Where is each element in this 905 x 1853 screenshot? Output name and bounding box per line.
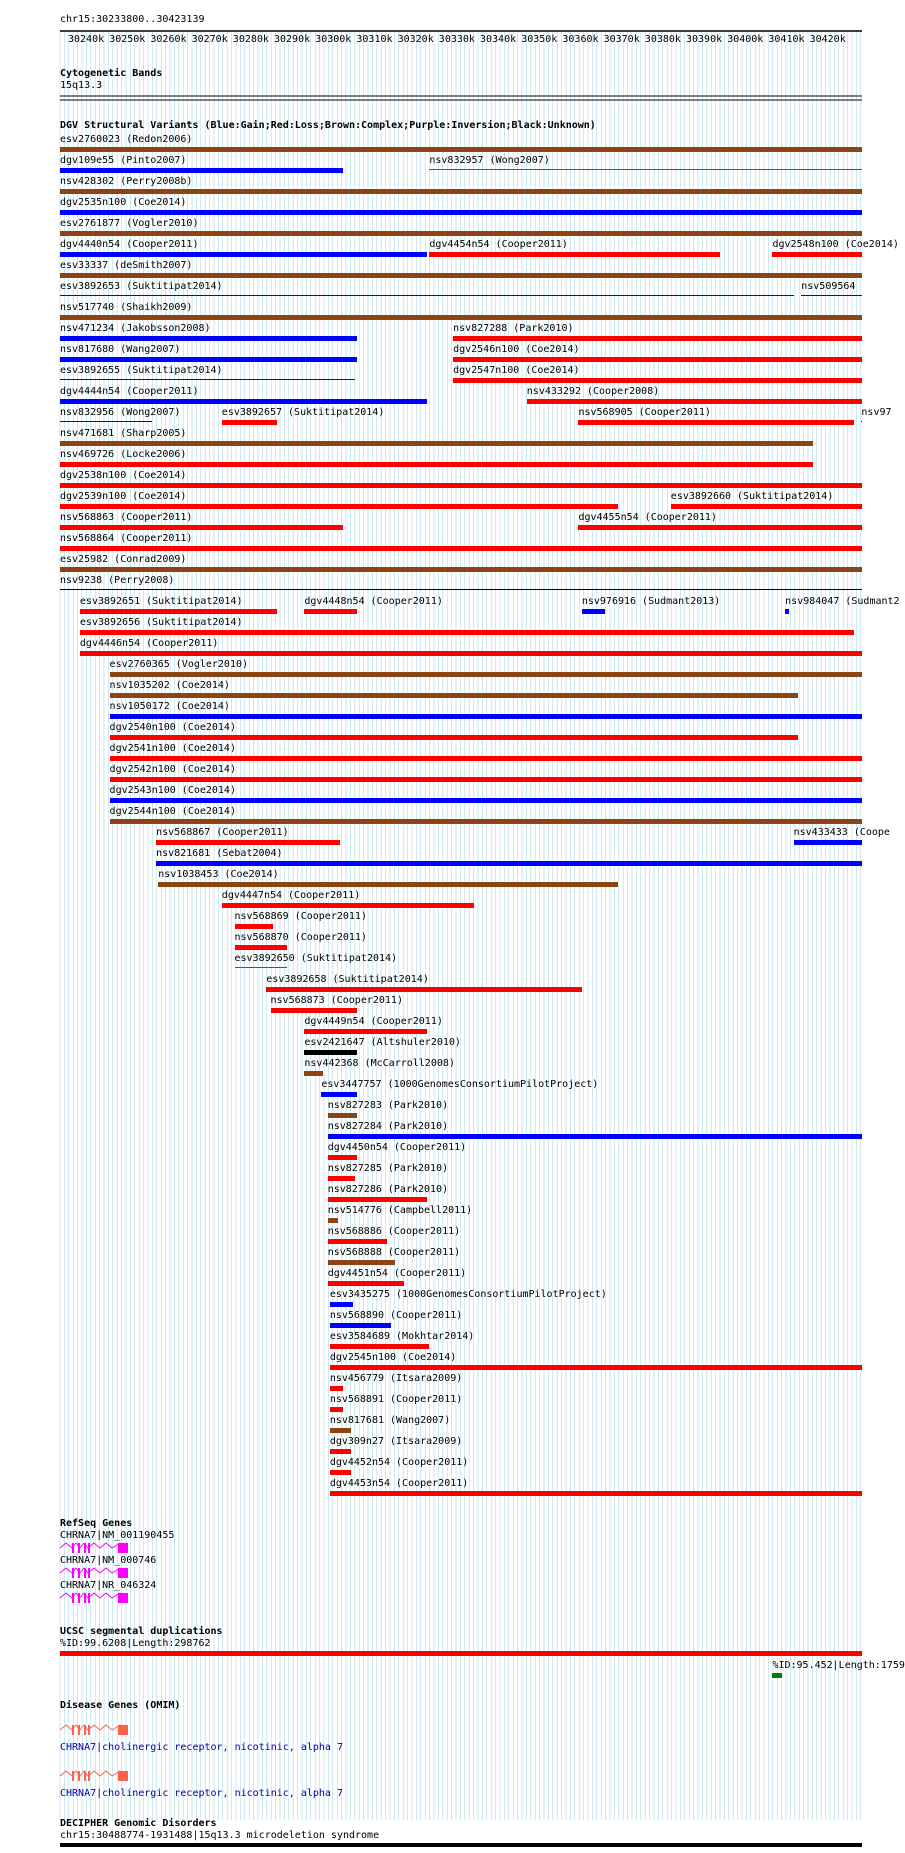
variant-bar[interactable] — [235, 945, 288, 950]
variant-bar[interactable] — [80, 609, 277, 614]
variant-label[interactable]: nsv442368 (McCarroll2008) — [304, 1058, 455, 1069]
variant-label[interactable]: nsv568869 (Cooper2011) — [234, 911, 367, 922]
variant-bar[interactable] — [527, 399, 862, 404]
variant-bar[interactable] — [772, 252, 862, 257]
variant-bar[interactable] — [60, 546, 862, 551]
variant-label[interactable]: nsv97 — [861, 407, 892, 418]
ruler-tick-label: 30380k — [644, 34, 681, 45]
variant-bar[interactable] — [271, 1008, 358, 1013]
variant-bar[interactable] — [330, 1386, 343, 1391]
variant-bar[interactable] — [60, 399, 427, 404]
variant-label[interactable]: dgv2548n100 (Coe2014) — [772, 239, 899, 250]
variant-bar[interactable] — [429, 252, 719, 257]
variant-label[interactable]: dgv4453n54 (Cooper2011) — [329, 1478, 469, 1489]
variant-bar[interactable] — [60, 462, 813, 467]
omim-track-title: Disease Genes (OMIM) — [60, 1700, 181, 1711]
variant-bar[interactable] — [235, 924, 273, 929]
variant-label[interactable]: nsv471681 (Sharp2005) — [60, 428, 187, 439]
variant-label[interactable]: nsv817680 (Wang2007) — [60, 344, 181, 355]
ruler-tick-label: 30260k — [150, 34, 187, 45]
variant-label[interactable]: nsv827285 (Park2010) — [327, 1163, 449, 1174]
variant-label[interactable]: esv3892660 (Suktitipat2014) — [670, 491, 834, 502]
variant-bar[interactable] — [110, 693, 798, 698]
variant-label[interactable]: dgv2535n100 (Coe2014) — [60, 197, 187, 208]
variant-bar[interactable] — [110, 672, 862, 677]
variant-label[interactable]: nsv9238 (Perry2008) — [60, 575, 175, 586]
variant-bar[interactable] — [60, 295, 794, 296]
ruler-tick-label: 30330k — [438, 34, 475, 45]
variant-label[interactable]: dgv4451n54 (Cooper2011) — [327, 1268, 467, 1279]
ruler-tick-label: 30410k — [768, 34, 805, 45]
variant-label[interactable]: nsv568890 (Cooper2011) — [329, 1310, 463, 1321]
variant-bar[interactable] — [60, 231, 862, 236]
refseq-gene-label[interactable]: CHRNA7|NR_046324 — [60, 1580, 157, 1591]
variant-bar[interactable] — [60, 483, 862, 488]
variant-label[interactable]: nsv827283 (Park2010) — [327, 1100, 449, 1111]
variant-label[interactable]: nsv568905 (Cooper2011) — [578, 407, 711, 418]
variant-bar[interactable] — [328, 1134, 862, 1139]
ruler-tick-label: 30270k — [191, 34, 228, 45]
variant-bar[interactable] — [304, 1029, 427, 1034]
variant-bar[interactable] — [110, 735, 798, 740]
variant-label[interactable]: dgv4452n54 (Cooper2011) — [329, 1457, 469, 1468]
variant-label[interactable]: dgv4455n54 (Cooper2011) — [578, 512, 717, 523]
variant-label[interactable]: dgv4454n54 (Cooper2011) — [429, 239, 568, 250]
ruler-tick-label: 30290k — [274, 34, 311, 45]
variant-bar[interactable] — [304, 1071, 323, 1076]
refseq-gene-label[interactable]: CHRNA7|NM_000746 — [60, 1555, 157, 1566]
variant-label[interactable]: nsv456779 (Itsara2009) — [329, 1373, 463, 1384]
ruler-tick-label: 30370k — [603, 34, 640, 45]
ruler-tick-label: 30280k — [232, 34, 269, 45]
variant-label[interactable]: nsv509564 — [801, 281, 856, 292]
variant-bar[interactable] — [328, 1155, 358, 1160]
variant-label[interactable]: nsv1038453 (Coe2014) — [158, 869, 279, 880]
variant-label[interactable]: nsv832956 (Wong2007) — [60, 407, 181, 418]
variant-label[interactable]: esv2760365 (Vogler2010) — [109, 659, 249, 670]
omim-gene-glyph[interactable] — [60, 1770, 140, 1782]
ruler-tick-label: 30350k — [521, 34, 558, 45]
variant-bar[interactable] — [60, 589, 862, 590]
variant-bar[interactable] — [330, 1323, 391, 1328]
variant-label[interactable]: esv2761877 (Vogler2010) — [60, 218, 199, 229]
variant-label[interactable]: nsv433292 (Cooper2008) — [526, 386, 660, 397]
variant-bar[interactable] — [861, 421, 862, 422]
variant-label[interactable]: esv3892656 (Suktitipat2014) — [79, 617, 243, 628]
variant-bar[interactable] — [80, 651, 862, 656]
variant-label[interactable]: esv3892650 (Suktitipat2014) — [234, 953, 398, 964]
variant-label[interactable]: esv3892653 (Suktitipat2014) — [60, 281, 223, 292]
variant-label[interactable]: dgv2545n100 (Coe2014) — [329, 1352, 457, 1363]
variant-bar[interactable] — [429, 169, 862, 170]
variant-label[interactable]: dgv2543n100 (Coe2014) — [109, 785, 236, 796]
variant-bar[interactable] — [328, 1113, 358, 1118]
ruler-tick-label: 30310k — [356, 34, 393, 45]
variant-label[interactable]: dgv2542n100 (Coe2014) — [109, 764, 236, 775]
segdup-label[interactable]: %ID:99.6208|Length:298762 — [60, 1638, 211, 1649]
variant-label[interactable]: esv3892658 (Suktitipat2014) — [266, 974, 429, 985]
segdup-bar[interactable] — [60, 1651, 862, 1656]
variant-label[interactable]: nsv1050172 (Coe2014) — [109, 701, 230, 712]
decipher-item-label[interactable]: chr15:30488774-1931488|15q13.3 microdeletion syndrome — [60, 1830, 380, 1841]
variant-bar[interactable] — [266, 987, 582, 992]
variant-bar[interactable] — [60, 379, 355, 380]
ruler-tick-label: 30300k — [315, 34, 352, 45]
refseq-gene-glyph[interactable] — [60, 1567, 140, 1579]
variant-bar[interactable] — [222, 420, 277, 425]
variant-bar[interactable] — [156, 861, 862, 866]
variant-bar[interactable] — [330, 1302, 353, 1307]
variant-bar[interactable] — [578, 420, 853, 425]
variant-label[interactable]: dgv4446n54 (Cooper2011) — [79, 638, 219, 649]
variant-bar[interactable] — [328, 1176, 356, 1181]
variant-bar[interactable] — [110, 819, 862, 824]
variant-bar[interactable] — [60, 525, 343, 530]
variant-label[interactable]: nsv568867 (Cooper2011) — [156, 827, 289, 838]
variant-bar[interactable] — [158, 882, 618, 887]
variant-label[interactable]: nsv827288 (Park2010) — [453, 323, 574, 334]
variant-label[interactable]: dgv2540n100 (Coe2014) — [109, 722, 236, 733]
ruler-tick-label: 30390k — [686, 34, 723, 45]
variant-label[interactable]: esv3447757 (1000GenomesConsortiumPilotProject) — [321, 1079, 599, 1090]
variant-label[interactable]: dgv4449n54 (Cooper2011) — [304, 1016, 443, 1027]
variant-label[interactable]: nsv976916 (Sudmant2013) — [581, 596, 721, 607]
segdup-bar[interactable] — [772, 1673, 781, 1678]
variant-bar[interactable] — [60, 357, 357, 362]
variant-bar[interactable] — [110, 756, 862, 761]
variant-bar[interactable] — [453, 336, 862, 341]
variant-bar[interactable] — [110, 777, 862, 782]
variant-bar[interactable] — [60, 210, 862, 215]
variant-bar[interactable] — [330, 1365, 862, 1370]
variant-label[interactable]: esv3892651 (Suktitipat2014) — [79, 596, 243, 607]
variant-label[interactable]: nsv471234 (Jakobsson2008) — [60, 323, 211, 334]
variant-label[interactable]: nsv568873 (Cooper2011) — [270, 995, 403, 1006]
variant-label[interactable]: esv2760023 (Redon2006) — [60, 134, 193, 145]
variant-bar[interactable] — [330, 1407, 343, 1412]
variant-label[interactable]: nsv517740 (Shaikh2009) — [60, 302, 193, 313]
variant-label[interactable]: esv33337 (deSmith2007) — [60, 260, 193, 271]
variant-bar[interactable] — [330, 1428, 351, 1433]
refseq-gene-glyph[interactable] — [60, 1542, 140, 1554]
variant-label[interactable]: nsv568863 (Cooper2011) — [60, 512, 193, 523]
variant-bar[interactable] — [330, 1344, 430, 1349]
variant-label[interactable]: dgv309n27 (Itsara2009) — [329, 1436, 463, 1447]
variant-label[interactable]: esv3892657 (Suktitipat2014) — [221, 407, 385, 418]
variant-bar[interactable] — [235, 967, 288, 968]
variant-bar[interactable] — [60, 421, 152, 422]
variant-label[interactable]: nsv568870 (Cooper2011) — [234, 932, 367, 943]
variant-label[interactable]: dgv2538n100 (Coe2014) — [60, 470, 187, 481]
variant-bar[interactable] — [222, 903, 474, 908]
variant-bar[interactable] — [671, 504, 862, 509]
refseq-gene-label[interactable]: CHRNA7|NM_001190455 — [60, 1530, 175, 1541]
variant-bar[interactable] — [330, 1449, 351, 1454]
variant-bar[interactable] — [328, 1197, 428, 1202]
variant-bar[interactable] — [110, 714, 862, 719]
variant-bar[interactable] — [60, 189, 862, 194]
variant-label[interactable]: dgv4447n54 (Cooper2011) — [221, 890, 361, 901]
variant-bar[interactable] — [60, 441, 813, 446]
variant-bar[interactable] — [330, 1491, 862, 1496]
variant-label[interactable]: dgv2539n100 (Coe2014) — [60, 491, 187, 502]
variant-label[interactable]: nsv514776 (Campbell2011) — [327, 1205, 473, 1216]
variant-label[interactable]: nsv984047 (Sudmant2 — [785, 596, 900, 607]
variant-label[interactable]: dgv109e55 (Pinto2007) — [60, 155, 187, 166]
variant-bar[interactable] — [80, 630, 854, 635]
variant-label[interactable]: dgv4448n54 (Cooper2011) — [304, 596, 443, 607]
variant-bar[interactable] — [60, 273, 862, 278]
refseq-gene-glyph[interactable] — [60, 1592, 140, 1604]
variant-label[interactable]: dgv4440n54 (Cooper2011) — [60, 239, 199, 250]
ruler-tick-label: 30250k — [109, 34, 146, 45]
ruler-tick-label: 30420k — [809, 34, 846, 45]
variant-bar[interactable] — [328, 1281, 404, 1286]
variant-label[interactable]: dgv4450n54 (Cooper2011) — [327, 1142, 467, 1153]
variant-bar[interactable] — [60, 504, 618, 509]
variant-bar[interactable] — [110, 798, 862, 803]
variant-label[interactable]: nsv832957 (Wong2007) — [429, 155, 550, 166]
cytoband-label[interactable]: 15q13.3 — [60, 80, 103, 91]
variant-label[interactable]: nsv428302 (Perry2008b) — [60, 176, 193, 187]
variant-label[interactable]: dgv4444n54 (Cooper2011) — [60, 386, 199, 397]
segdup-track-title: UCSC segmental duplications — [60, 1626, 223, 1637]
variant-label[interactable]: dgv2547n100 (Coe2014) — [453, 365, 580, 376]
variant-label[interactable]: nsv821681 (Sebat2004) — [156, 848, 283, 859]
variant-label[interactable]: esv3435275 (1000GenomesConsortiumPilotProject) — [329, 1289, 607, 1300]
variant-label[interactable]: esv3584689 (Mokhtar2014) — [329, 1331, 475, 1342]
ruler-tick-label: 30340k — [480, 34, 517, 45]
variant-bar[interactable] — [60, 168, 343, 173]
variant-bar[interactable] — [60, 147, 862, 152]
segdup-label[interactable]: %ID:95.452|Length:1759 — [772, 1660, 905, 1671]
refseq-track-title: RefSeq Genes — [60, 1518, 133, 1529]
variant-label[interactable]: nsv1035202 (Coe2014) — [109, 680, 230, 691]
ruler-tick-label: 30240k — [68, 34, 105, 45]
variant-label[interactable]: nsv817681 (Wang2007) — [329, 1415, 451, 1426]
variant-bar[interactable] — [801, 295, 862, 296]
variant-label[interactable]: nsv568864 (Cooper2011) — [60, 533, 193, 544]
variant-label[interactable]: esv3892655 (Suktitipat2014) — [60, 365, 223, 376]
decipher-track-title: DECIPHER Genomic Disorders — [60, 1818, 217, 1829]
variant-bar[interactable] — [453, 378, 862, 383]
decipher-bar[interactable] — [60, 1843, 862, 1847]
ruler-tick-label: 30320k — [397, 34, 434, 45]
variant-bar[interactable] — [330, 1470, 351, 1475]
variant-bar[interactable] — [794, 840, 862, 845]
variant-label[interactable]: nsv827286 (Park2010) — [327, 1184, 449, 1195]
variant-bar[interactable] — [60, 315, 862, 320]
variant-label[interactable]: nsv469726 (Locke2006) — [60, 449, 187, 460]
ruler-tick-label: 30360k — [562, 34, 599, 45]
variant-bar[interactable] — [321, 1092, 357, 1097]
variant-bar[interactable] — [578, 525, 862, 530]
variant-label[interactable]: nsv433433 (Coope — [793, 827, 890, 838]
omim-gene-glyph[interactable] — [60, 1724, 140, 1736]
variant-bar[interactable] — [60, 567, 862, 572]
omim-gene-label[interactable]: CHRNA7|cholinergic receptor, nicotinic, alpha 7 — [60, 1788, 343, 1799]
variant-label[interactable]: esv2421647 (Altshuler2010) — [304, 1037, 461, 1048]
dgv-track-title: DGV Structural Variants (Blue:Gain;Red:Loss;Brown:Complex;Purple:Inversion;Black:Unknown) — [60, 120, 596, 131]
variant-bar[interactable] — [304, 1050, 357, 1055]
variant-bar[interactable] — [328, 1239, 387, 1244]
variant-bar[interactable] — [582, 609, 605, 614]
variant-bar[interactable] — [304, 609, 357, 614]
variant-label[interactable]: esv25982 (Conrad2009) — [60, 554, 187, 565]
region-coordinates: chr15:30233800..30423139 — [60, 14, 205, 25]
variant-bar[interactable] — [156, 840, 340, 845]
omim-gene-label[interactable]: CHRNA7|cholinergic receptor, nicotinic, alpha 7 — [60, 1742, 343, 1753]
variant-label[interactable]: nsv568891 (Cooper2011) — [329, 1394, 463, 1405]
variant-label[interactable]: nsv568888 (Cooper2011) — [327, 1247, 461, 1258]
ruler-tick-label: 30400k — [727, 34, 764, 45]
variant-label[interactable]: nsv827284 (Park2010) — [327, 1121, 449, 1132]
variant-label[interactable]: dgv2544n100 (Coe2014) — [109, 806, 236, 817]
variant-bar[interactable] — [60, 252, 427, 257]
variant-bar[interactable] — [328, 1218, 339, 1223]
variant-label[interactable]: dgv2546n100 (Coe2014) — [453, 344, 580, 355]
variant-label[interactable]: nsv568886 (Cooper2011) — [327, 1226, 461, 1237]
variant-bar[interactable] — [453, 357, 862, 362]
variant-bar[interactable] — [785, 609, 788, 614]
variant-label[interactable]: dgv2541n100 (Coe2014) — [109, 743, 236, 754]
variant-bar[interactable] — [328, 1260, 396, 1265]
variant-bar[interactable] — [60, 336, 357, 341]
cytoband-track-title: Cytogenetic Bands — [60, 68, 163, 79]
